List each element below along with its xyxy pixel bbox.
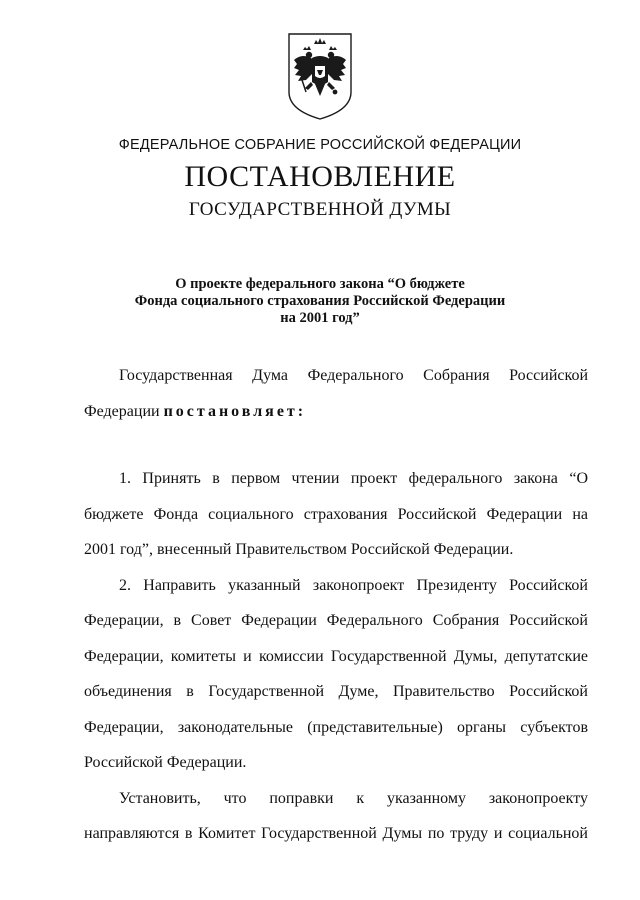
clause-line: Российской Федерации. [84,754,247,771]
clause-line: 2001 год”, внесенный Правительством Российской Федерации. [84,541,514,558]
clause-line: Федерации, в Совет Федерации Федерального Собрания Российской [84,612,588,629]
document-type-title: ПОСТАНОВЛЕНИЕ [184,160,456,193]
subject-line: Фонда социального страхования Российской Федерации [134,293,506,309]
clause-line: объединения в Государственной Думе, Правительство Российской [84,683,588,700]
clause-line: направляются в Комитет Государственной Думы по труду и социальной [84,825,588,842]
assembly-heading: ФЕДЕРАЛЬНОЕ СОБРАНИЕ РОССИЙСКОЙ ФЕДЕРАЦИИ [118,137,522,153]
clause-line: бюджете Фонда социального страхования Российской Федерации на [84,505,588,523]
document-body [84,358,588,852]
document-subject [0,276,640,327]
clause-line: Федерации, комитеты и комиссии Государственной Думы, депутатские [84,647,588,665]
clause-line: Федерации, законодательные (представительные) органы субъектов [84,718,588,736]
preamble-line: Государственная Дума Федерального Собрания Российской [119,367,588,384]
russian-coat-of-arms-icon [285,30,355,122]
preamble-line [84,394,588,430]
clause-2-paragraph [84,568,588,781]
preamble-prefix: Федерации [84,402,160,420]
clause-line: Установить, что поправки к указанному законопроекту [119,789,588,807]
subject-line: на 2001 год” [280,310,360,326]
clause-line: 1. Принять в первом чтении проект федерального закона “О [119,470,588,487]
amendments-paragraph [84,781,588,852]
preamble-paragraph [84,358,588,429]
coat-of-arms-emblem [285,30,355,122]
clause-line: 2. Направить указанный законопроект Президенту Российской [119,576,588,594]
decree-verb: постановляет: [163,402,307,420]
subject-line: О проекте федерального закона “О бюджете [175,276,465,292]
clause-1-paragraph [84,461,588,568]
issuer-heading: ГОСУДАРСТВЕННОЙ ДУМЫ [188,199,452,220]
